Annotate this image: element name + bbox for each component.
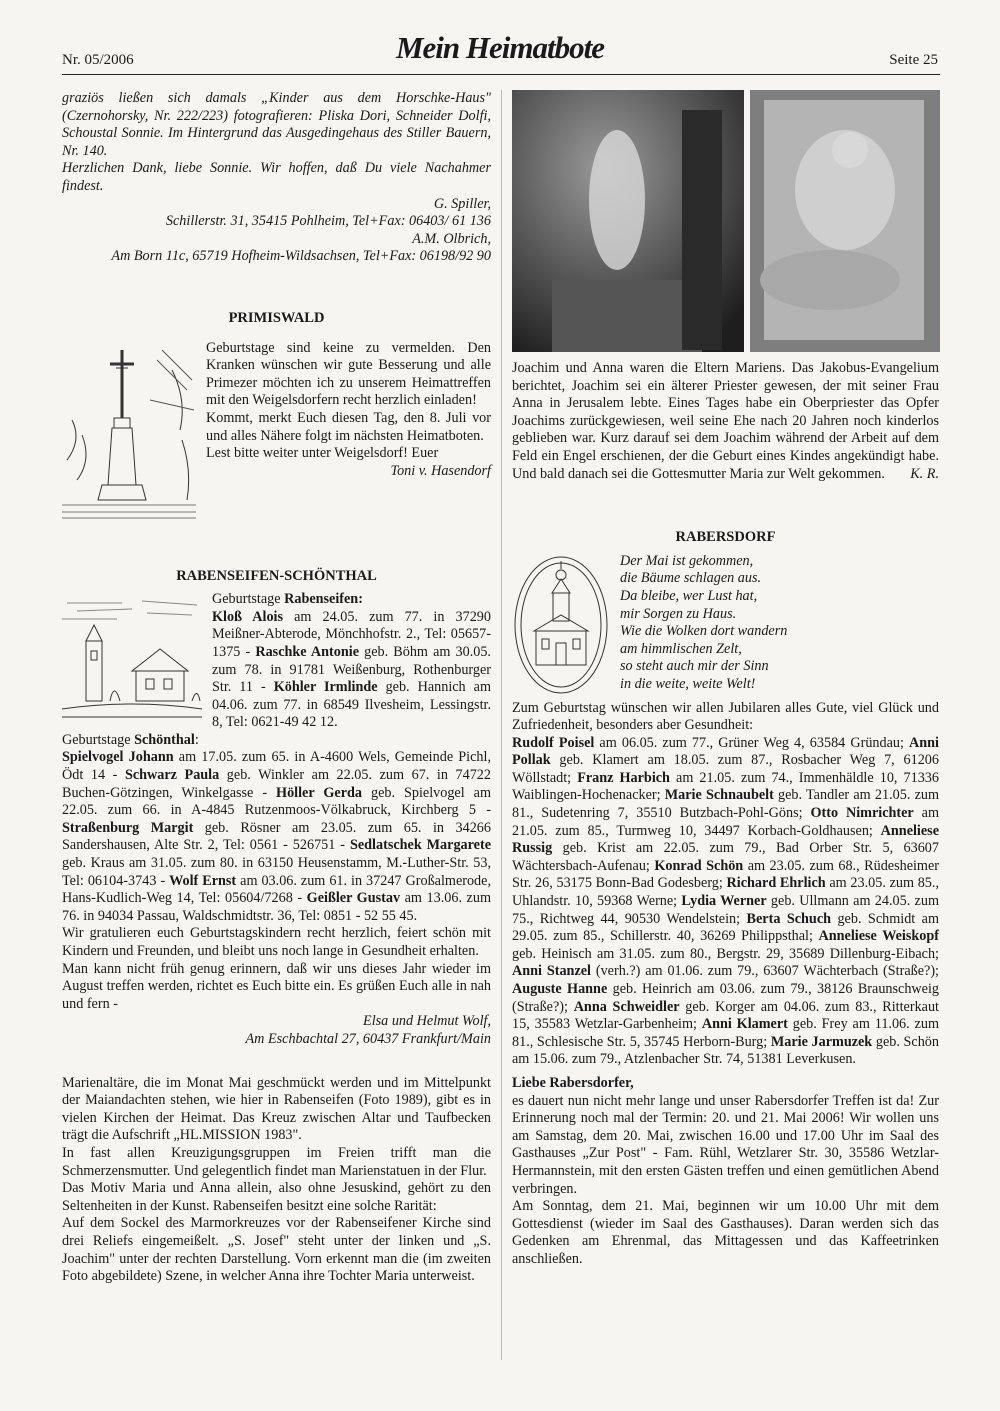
- issue-number: Nr. 05/2006: [62, 52, 134, 68]
- intro-thanks: Herzlichen Dank, liebe Sonnie. Wir hoffen, daß Du viele Nachahmer findest.: [62, 160, 491, 194]
- birthday-name: Spielvogel Johann: [62, 749, 174, 766]
- poem-line: mir Sorgen zu Haus.: [620, 605, 737, 622]
- intro-address-2: Am Born 11c, 65719 Hofheim-Wildsachsen, Tel+Fax: 06198/92 90: [111, 248, 491, 265]
- chapel-seal-illustration: [512, 553, 610, 697]
- rabersdorf-meeting-text: es dauert nun nicht mehr lange und unser Rabersdorfer Treffen ist da! Zur Erinnerung noch mal der Termin: 20. und 21. Mai 2006! Wir wollen uns am Samstag, dem 20. Mai, zwischen 16.00 und 17.00 Uhr im Saal des Gasthauses „Zur Post" - Fam. Rühl, Wetzlarer Str. 30, 35586 Wetzlar-Hermannstein, mit den ersten Gästen treffen und einen gemütlichen Abend verbringen.: [512, 1092, 939, 1197]
- birthday-details: geb. Klamert am 18.05. zum 87., Rosbacher Weg 7, 61206 Wöllstadt;: [512, 752, 939, 786]
- birthday-details: geb. Schön am 15.06. zum 79., Atzlenbacher Str. 74, 51381 Leverkusen.: [512, 1033, 939, 1068]
- page-header: [0, 0, 1000, 80]
- birthday-name: Berta Schuch: [746, 910, 832, 927]
- primiswald-signature: Toni v. Hasendorf: [390, 462, 491, 479]
- poem-line: Der Mai ist gekommen,: [620, 552, 754, 569]
- birthday-name: Lydia Werner: [681, 893, 767, 910]
- joachim-signature: K. R.: [910, 465, 939, 482]
- intro-signature-1: G. Spiller,: [433, 195, 491, 212]
- birthday-details: geb. Rösner am 23.05. zum 65. in 34266 Sandershausen, Alte Str. 2, Tel: 0561 - 526751 -: [62, 819, 491, 854]
- primiswald-text-2: Kommt, merkt Euch diesen Tag, den 8. Juli vor und alles Nähere folgt im nächsten Heimatboten.: [206, 409, 491, 444]
- birthday-name: Anni Pollak: [512, 734, 939, 769]
- rabenseifen-greeting: Wir gratulieren euch Geburtstagskindern recht herzlich, feiert schön mit Kindern und Freunden, und bleibt uns noch lange in Gesundheit erhalten.: [62, 925, 491, 959]
- birthday-details: am 24.05. zum 77. in 37290 Meißner-Abterode, Mönchhofstr. 2., Tel: 05657-1375 -: [212, 608, 491, 660]
- birthday-name: Sedlatschek Margarete: [349, 837, 491, 854]
- birthday-details: am 17.05. zum 65. in A-4600 Wels, Gemeinde Pichl, Ödt 14 -: [62, 749, 491, 784]
- schoenthal-label-prefix: Geburtstage: [62, 731, 135, 748]
- intro-address-1: Schillerstr. 31, 35415 Pohlheim, Tel+Fax: 06403/ 61 136: [165, 213, 491, 230]
- birthday-details: geb. Frey am 11.06. zum 81., Schlesische Str. 5, 35745 Herborn-Burg;: [512, 1016, 939, 1050]
- page-number: Seite 25: [889, 52, 938, 68]
- birthday-name: Köhler Irmlinde: [273, 679, 378, 696]
- birthday-details: geb. Kraus am 31.05. zum 80. in 63150 Heusenstamm, M.-Luther-Str. 53, Tel: 06104-3743 -: [62, 855, 491, 889]
- poem-line: Da bleibe, wer Lust hat,: [620, 587, 758, 604]
- birthday-details: geb. Winkler am 22.05. zum 67. in 74722 Buchen-Götzingen, Winkelgasse -: [62, 767, 491, 801]
- birthday-details: am 03.06. zum 61. in 37247 Großalmerode, Hans-Kudlich-Weg 14, Tel: 05604/7268 -: [62, 872, 491, 907]
- poem-line: so steht auch mir der Sinn: [620, 658, 769, 675]
- right-column: [512, 360, 939, 1269]
- birthday-details: geb. Hannich am 04.06. zum 77. in 68549 Ilvesheim, Lessingstr. 8, Tel: 0621-49 42 12.: [212, 679, 491, 731]
- primiswald-text: Geburtstage sind keine zu vermelden. Den Kranken wünschen wir gute Besserung und alle Primezer möchten ich zu unserem Heimattreffen mit den Weigelsdorfern recht herzlich einladen!: [206, 339, 491, 409]
- birthday-details: am 21.05. zum 85., Turmweg 10, 34497 Korbach-Goldhausen;: [512, 805, 939, 839]
- poem-line: die Bäume schlagen aus.: [620, 570, 762, 587]
- marien-paragraph-3: Das Motiv Maria und Anna allein, also ohne Jesuskind, gehört zu den Seltenheiten in der Kunst. Rabenseifen besitzt eine solche Rarität:: [62, 1180, 491, 1214]
- primiswald-text-3: Lest bitte weiter unter Weigelsdorf! Euer: [206, 445, 439, 462]
- rabenseifen-label-prefix: Geburtstage: [212, 591, 285, 608]
- birthday-name: Kloß Alois: [212, 608, 284, 625]
- rabenseifen-address: Am Eschbachtal 27, 60437 Frankfurt/Main: [245, 1030, 491, 1047]
- marien-paragraph-2: In fast allen Kreuzigungsgruppen im Freien trifft man die Schmerzensmutter. Und gelegentlich findet man Marienstatuen in der Flur.: [62, 1144, 491, 1179]
- birthday-name: Richard Ehrlich: [726, 875, 826, 892]
- intro-text: graziös ließen sich damals „Kinder aus dem Horschke-Haus" (Czernohorsky, Nr. 222/223) fotografieren: Pliska Dori, Schneider Dolfi, Schoustal Sonnie. Im Hintergrund das Ausgedingehaus des Stiller Bauern, Nr. 140.: [62, 90, 491, 159]
- marien-paragraph-4: Auf dem Sockel des Marmorkreuzes vor der Rabenseifener Kirche sind drei Reliefs eingemeißelt. „S. Josef" steht unter der linken und „S. Joachim" unter der rechten Darstellung. Vorn erkennt man die (im zweiten Foto abgebildete) Szene, in welcher Anna ihre Tochter Maria unterweist.: [62, 1215, 491, 1285]
- rabersdorf-heading: RABERSDORF: [675, 529, 776, 546]
- birthday-name: Konrad Schön: [654, 857, 744, 874]
- masthead-title: Mein Heimatbote: [395, 30, 604, 65]
- poem-line: Wie die Wolken dort wandern: [620, 623, 788, 640]
- birthday-name: Geißler Gustav: [306, 890, 401, 907]
- birthday-details: (verh.?) am 01.06. zum 79., 63607 Wächterbach (Straße?);: [590, 963, 939, 980]
- birthday-name: Rudolf Poisel: [512, 734, 595, 751]
- rabersdorf-sunday-text: Am Sonntag, dem 21. Mai, beginnen wir um 10.00 Uhr mit dem Gottesdienst (wieder im Saal des Gasthauses). Daran werden sich das Gedenken am Ehrenmal, das Mittagessen und das Kaffeetrinken anschließen.: [512, 1198, 939, 1267]
- poem-line: am himmlischen Zelt,: [620, 640, 742, 657]
- birthday-name: Wolf Ernst: [169, 872, 237, 889]
- joachim-anna-body: Joachim und Anna waren die Eltern Mariens. Das Jakobus-Evangelium berichtet, Joachim sei ein älterer Priester gewesen, der mit seiner Frau Anna in Jerusalem lebte. Eines Tages habe ein Oberpriester das Opfer Joachims zurückgewiesen, weil seine Ehe nach 20 Jahren noch kinderlos geblieben war. Kurz darauf sei dem Joachim während der Arbeit auf dem Feld ein Engel erschienen, der die Geburt eines Kindes angekündigt habe. Und bald danach sei die Gottesmutter Maria zur Welt gekommen.: [512, 360, 939, 482]
- church-village-illustration: [62, 591, 202, 725]
- birthday-details: geb. Ullmann am 24.05. zum 75., Richtweg 44, 90530 Wendelstein;: [512, 893, 939, 927]
- birthday-name: Anni Klamert: [701, 1016, 788, 1033]
- birthday-name: Raschke Antonie: [255, 643, 359, 660]
- column-divider: [501, 90, 502, 1360]
- rabenseifen-heading: RABENSEIFEN-SCHÖNTHAL: [176, 567, 377, 584]
- birthday-name: Franz Harbich: [577, 769, 670, 786]
- poem-line: in die weite, weite Welt!: [620, 675, 756, 692]
- schoenthal-birthdays: [62, 749, 491, 925]
- birthday-name: Straßenburg Margit: [62, 819, 194, 836]
- birthday-details: geb. Schmidt am 29.05. zum 85., Schillerstr. 40, 36269 Philippsthal;: [512, 910, 939, 945]
- anna-maria-relief-photo: [750, 90, 940, 352]
- birthday-name: Auguste Hanne: [512, 981, 608, 997]
- birthday-details: am 23.05. zum 85., Uhlandstr. 10, 59368 Werne;: [512, 875, 939, 910]
- marien-paragraph-1: Marienaltäre, die im Monat Mai geschmückt werden und im Mittelpunkt der Maiandachten stehen, wie hier in Rabenseifen (Foto 1989), gibt es in vielen Kirchen der Heimat. Das Kreuz zwischen Altar und Taufbecken trägt die Aufschrift „HL.MISSION 1983".: [62, 1074, 491, 1144]
- header-rule: [62, 74, 940, 75]
- birthday-details: geb. Tandler am 21.05. zum 81., Sudetenring 7, 35510 Butzbach-Pohl-Göns;: [512, 787, 939, 822]
- birthday-details: geb. Heinisch am 31.05. zum 80., Bergstr. 29, 35689 Dillenburg-Eibach;: [512, 945, 939, 962]
- left-column: graziös ließen sich damals „Kinder aus dem Horschke-Haus" (Czernohorsky, Nr. 222/223) fotografieren: Pliska Dori, Schneider Dolfi, Schoustal Sonnie. Im Hintergrund das Ausgedingehaus des Stiller Bauern, Nr. 140. Herzlichen Dank, liebe Sonnie. Wir hoffen, daß Du viele Nachahmer findest. G. Spiller, Schillerstr. 31, 35415 Pohlheim, Tel+Fax: 06403/ 61 136 A.M. Olbrich, Am Born 11c, 65719 Hofheim-Wildsachsen, Tel+Fax: 06198/92 90 PRIMISWALD Geburtstage sind keine zu vermelden. Den Kranken wünschen wir gute Besserung und alle Primezer möchten ich zu unserem Heimattreffen mit den Weigelsdorfern recht herzlich einladen! Kommt, merkt Euch diesen Tag, den 8. Juli vor und alles Nähere folgt im nächsten Heimatboten. Lest bitte weiter unter Weigelsdorf! Euer Toni v. Hasendorf RABENSEIFEN-SCHÖNTHAL Geburtstage Rabenseifen: Kloß Alois am 24.05. zum 77. in 37290 Meißner-Abterode, Mönchhofstr. 2., Tel: 05657-1375 - Raschke Antonie geb. Böhm am 30.05. zum 78. in 91781 Weißenburg, Rothenburger Str. 11 - Köhler Irmlinde geb. Hannich am 04.06. zum 77. in 68549 Ilvesheim, Lessingstr. 8, Tel: 0621-49 42 12. Geburtstage Schönthal: Spielvogel Johann am 17.05. zum 65. in A-4600 Wels, Gemeinde Pichl, Ödt 14 - Schwarz Paula geb. Winkler am 22.05. zum 67. in 74722 Buchen-Götzingen, Winkelgasse - Höller Gerda geb. Spielvogel am 22.05. zum 66. in A-4845 Rutzenmoos-Völkabruck, Kirchberg 5 - Straßenburg Margit geb. Rösner am 23.05. zum 65. in 34266 Sandershausen, Alte Str. 2, Tel: 0561 - 526751 - Sedlatschek Margarete geb. Kraus am 31.05. zum 80. in 63150 Heusenstamm, M.-Luther-Str. 53, Tel: 06104-3743 - Wolf Ernst am 03.06. zum 61. in 37247 Großalmerode, Hans-Kudlich-Weg 14, Tel: 05604/7268 - Geißler Gustav am 13.06. zum 76. in 94034 Passau, Waldschmidtstr. 36, Tel: 0851 - 52 55 45. Wir gratulieren euch Geburtstagskindern recht herzlich, feiert schön mit Kindern und Freunden, und bleibt uns noch lange in Gesundheit erhalten. Man kann nicht früh genug erinnern, daß wir uns dieses Jahr wieder im August treffen werden, richtet es Euch bitte ein. Es grüßen Euch alle in nah und fern - Elsa und Helmut Wolf, Am Eschbachtal 27, 60437 Frankfurt/Main Marienaltäre, die im Monat Mai geschmückt werden und im Mittelpunkt der Maiandachten stehen, wie hier in Rabenseifen (Foto 1989), gibt es in vielen Kirchen der Heimat. Das Kreuz zwischen Altar und Taufbecken trägt die Aufschrift „HL.MISSION 1983". In fast allen Kreuzigungsgruppen im Freien trifft man die Schmerzensmutter. Und gelegentlich findet man Marienstatuen in der Flur. Das Motiv Maria und Anna allein, also ohne Jesuskind, gehört zu den Seltenheiten in der Kunst. Rabenseifen besitzt eine solche Rarität: Auf dem Sockel des Marmorkreuzes vor der Rabenseifener Kirche sind drei Reliefs eingemeißelt. „S. Josef" steht unter der linken und „S. Joachim" unter der rechten Darstellung. Vorn erkennt man die (im zweiten Foto abgebildete) Szene, in welcher Anna ihre Tochter Maria unterweist.: [62, 90, 491, 1285]
- birthday-details: geb. Krist am 22.05. zum 79., Bad Orber Str. 5, 63607 Wächtersbach-Aufenau;: [512, 840, 939, 874]
- birthday-details: geb. Korger am 04.06. zum 83., Ritterkaut 15, 35583 Wetzlar-Garbenheim;: [512, 998, 939, 1033]
- birthday-name: Marie Schnaubelt: [664, 787, 774, 804]
- rabersdorf-greeting: Zum Geburtstag wünschen wir allen Jubilaren alles Gute, viel Glück und Zufriedenheit, besonders aber Gesundheit:: [512, 699, 939, 734]
- rabenseifen-label: Rabenseifen:: [284, 591, 363, 608]
- primiswald-heading: PRIMISWALD: [228, 309, 325, 326]
- rabersdorf-birthdays: [512, 735, 939, 1069]
- birthday-name: Anni Stanzel: [512, 963, 591, 980]
- birthday-details: am 23.05. zum 68., Rüdesheimer Str. 26, 53175 Bonn-Bad Godesberg;: [512, 857, 939, 892]
- rabersdorf-salutation: Liebe Rabersdorfer,: [512, 1074, 634, 1091]
- birthday-name: Anneliese Weiskopf: [818, 928, 939, 945]
- birthday-name: Schwarz Paula: [124, 767, 220, 784]
- schoenthal-label: Schönthal: [134, 731, 195, 748]
- birthday-name: Höller Gerda: [276, 784, 362, 801]
- birthday-name: Marie Jarmuzek: [770, 1033, 873, 1050]
- rabenseifen-signature: Elsa und Helmut Wolf,: [363, 1013, 491, 1030]
- joachim-anna-text: [512, 360, 939, 483]
- birthday-details: geb. Böhm am 30.05. zum 78. in 91781 Weißenburg, Rothenburger Str. 11 -: [212, 643, 491, 696]
- birthday-name: Anneliese Russig: [512, 822, 939, 857]
- birthday-details: geb. Spielvogel am 22.05. zum 66. in A-4845 Rutzenmoos-Völkabruck, Kirchberg 5 -: [62, 784, 491, 819]
- intro-signature-2: A.M. Olbrich,: [412, 230, 491, 247]
- birthday-name: Otto Nimrichter: [810, 805, 914, 822]
- rabenseifen-reminder: Man kann nicht früh genug erinnern, daß wir uns dieses Jahr wieder im August treffen werden, richtet es Euch bitte ein. Es grüßen Euch alle in nah und fern -: [62, 960, 491, 1012]
- birthday-details: geb. Heinrich am 03.06. zum 79., 38126 Braunschweig (Straße?);: [512, 981, 940, 1015]
- birthday-name: Anna Schweidler: [573, 998, 680, 1015]
- birthday-details: am 06.05. zum 77., Grüner Weg 4, 63584 Gründau;: [594, 734, 910, 751]
- birthday-details: am 13.06. zum 76. in 94034 Passau, Waldschmidtstr. 36, Tel: 0851 - 52 55 45.: [62, 890, 491, 924]
- birthday-details: am 21.05. zum 74., Immenhäldle 10, 71336 Waiblingen-Hochenacker;: [512, 769, 939, 804]
- marian-altar-photo: [512, 90, 744, 352]
- wayside-cross-illustration: [62, 340, 196, 522]
